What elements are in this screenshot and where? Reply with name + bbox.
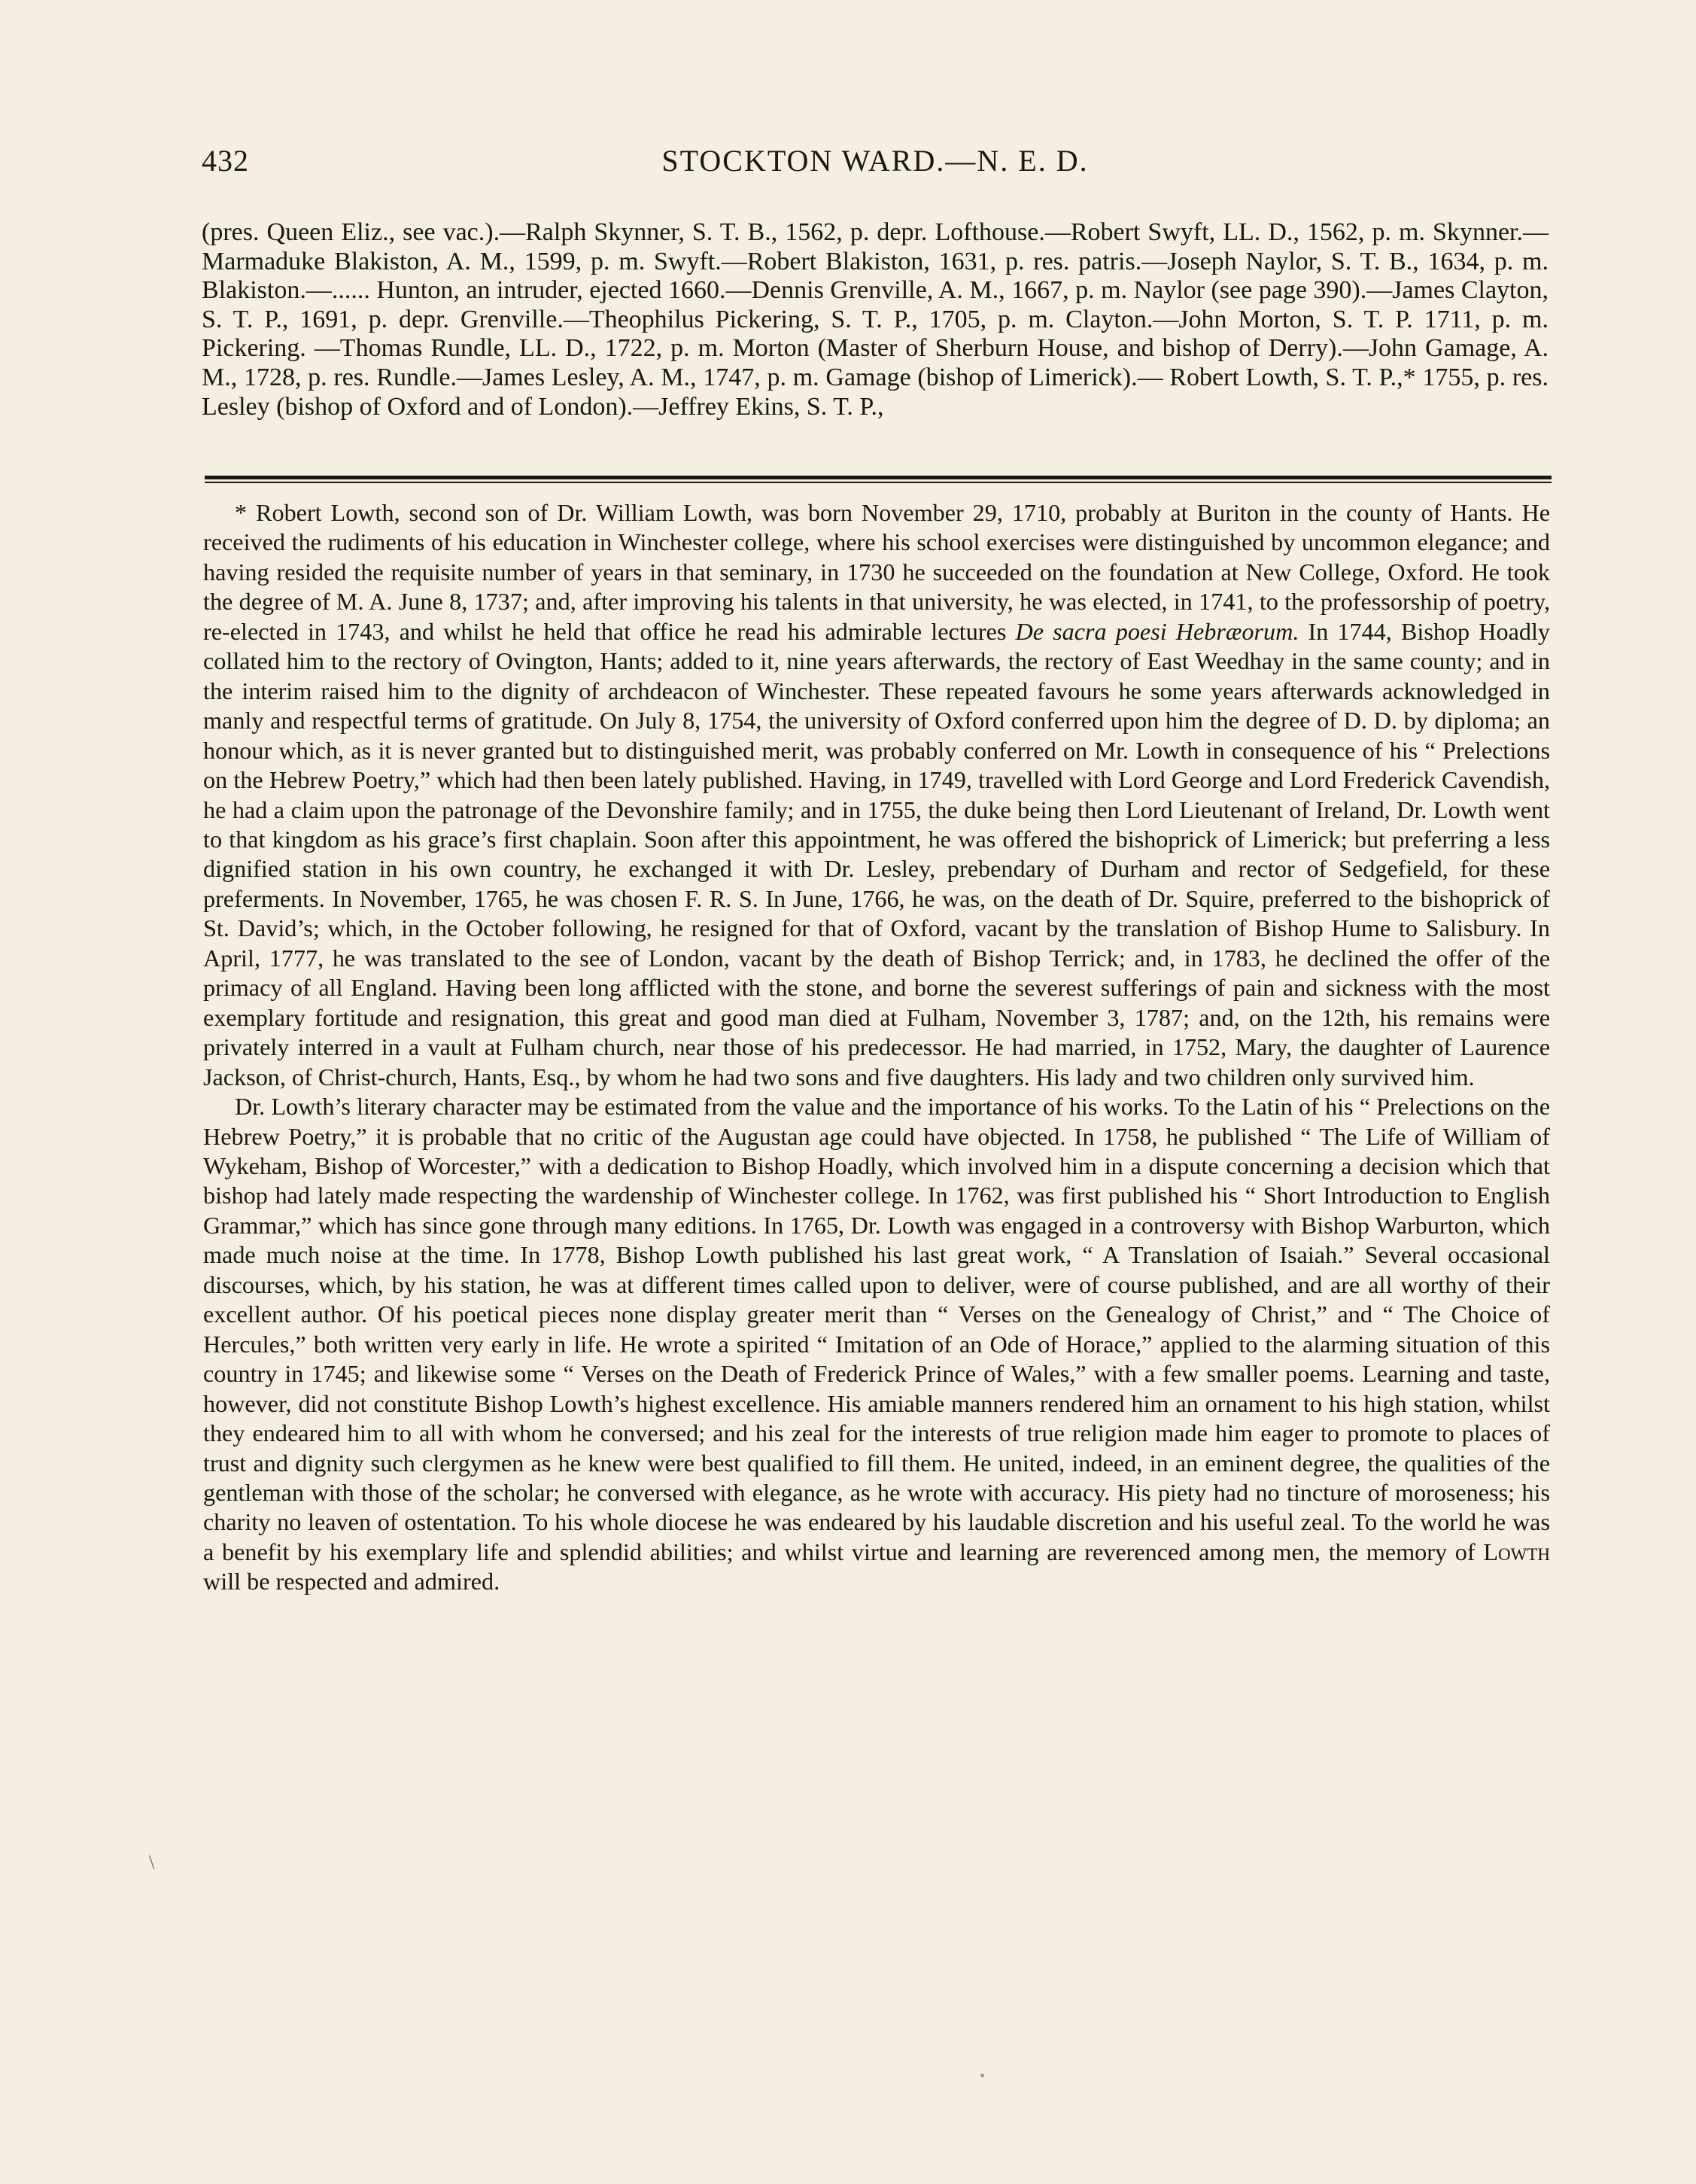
footnote-separator-rule [205, 476, 1552, 483]
footnote-block [203, 498, 1550, 1597]
footnote-p2-smallcaps-name: Lowth [1483, 1538, 1550, 1565]
footnote-p2-text-b: will be respected and admired. [203, 1568, 500, 1595]
footnote-p2-text-a: Dr. Lowth’s literary character may be estimated from the value and the importance of his works. To the Latin of his “ Prelections on the Hebrew Poetry,” it is probable that no critic of the Augustan age could have objected. In 1758, he published “ The Life of William of Wykeham, Bishop of Worcester,” with a dedication to Bishop Hoadly, which involved him in a dispute concerning a decision which that bishop had lately made respecting the wardenship of Winchester college. In 1762, was first published his “ Short Introduction to English Grammar,” which has since gone through many editions. In 1765, Dr. Lowth was engaged in a controversy with Bishop Warburton, which made much noise at the time. In 1778, Bishop Lowth published his last great work, “ A Translation of Isaiah.” Several occasional discourses, which, by his station, he was at different times called upon to deliver, were of course published, and are all worthy of their excellent author. Of his poetical pieces none display greater merit than “ Verses on the Genealogy of Christ,” and “ The Choice of Hercules,” both written very early in life. He wrote a spirited “ Imitation of an Ode of Horace,” applied to the alarming situation of this country in 1745; and likewise some “ Verses on the Death of Frederick Prince of Wales,” with a few smaller poems. Learning and taste, however, did not constitute Bishop Lowth’s highest excellence. His amiable manners rendered him an ornament to his high station, whilst they endeared him to all with whom he conversed; and his zeal for the interests of true religion made him eager to promote to places of trust and dignity such clergymen as he knew were best qualified to fill them. He united, indeed, in an eminent degree, the qualities of the gentleman with those of the scholar; he conversed with elegance, as he wrote with accuracy. His piety had no tincture of moroseness; his charity no leaven of ostentation. To his whole diocese he was endeared by his laudable discretion and his useful zeal. To the world he was a benefit by his exemplary life and splendid abilities; and whilst virtue and learning are reverenced among men, the memory of [203, 1093, 1550, 1565]
margin-mark: \ [149, 1851, 155, 1873]
running-head: STOCKTON WARD.—N. E. D. [661, 144, 1089, 178]
footnote-p1-text-b: In 1744, Bishop Hoadly collated him to the rectory of Ovington, Hants; added to it, nine years afterwards, the rectory of East Weedhay in the same county; and in the interim raised him to the dignity of archdeacon of Winchester. These repeated favours he some years afterwards acknowledged in manly and respectful terms of gratitude. On July 8, 1754, the university of Oxford conferred upon him the degree of D. D. by diploma; an honour which, as it is never granted but to distinguished merit, was probably conferred on Mr. Lowth in consequence of his “ Prelections on the Hebrew Poetry,” which had then been lately published. Having, in 1749, travelled with Lord George and Lord Frederick Cavendish, he had a claim upon the patronage of the Devonshire family; and in 1755, the duke being then Lord Lieutenant of Ireland, Dr. Lowth went to that kingdom as his grace’s first chaplain. Soon after this appointment, he was offered the bishoprick of Limerick; but preferring a less dignified station in his own country, he exchanged it with Dr. Lesley, prebendary of Durham and rector of Sedgefield, for these preferments. In November, 1765, he was chosen F. R. S. In June, 1766, he was, on the death of Dr. Squire, preferred to the bishoprick of St. David’s; which, in the October following, he resigned for that of Oxford, vacant by the translation of Bishop Hume to Salisbury. In April, 1777, he was translated to the see of London, vacant by the death of Bishop Terrick; and, in 1783, he declined the offer of the primacy of all England. Having been long afflicted with the stone, and borne the severest sufferings of pain and sickness with the most exemplary fortitude and resignation, this great and good man died at Fulham, November 3, 1787; and, on the 12th, his remains were privately interred in a vault at Fulham church, near those of his predecessor. He had married, in 1752, Mary, the daughter of Laurence Jackson, of Christ-church, Hants, Esq., by whom he had two sons and five daughters. His lady and two children only survived him. [203, 617, 1550, 1090]
main-paragraph: (pres. Queen Eliz., see vac.).—Ralph Skynner, S. T. B., 1562, p. depr. Lofthouse.—Robert Swyft, LL. D., 1562, p. m. Skynner.—Marmaduke Blakiston, A. M., 1599, p. m. Swyft.—Robert Blakiston, 1631, p. res. patris.—Joseph Naylor, S. T. B., 1634, p. m. Blakiston.—...... Hunton, an intruder, ejected 1660.—Dennis Grenville, A. M., 1667, p. m. Naylor (see page 390).—James Clayton, S. T. P., 1691, p. depr. Grenville.—Theophilus Pickering, S. T. P., 1705, p. m. Clayton.—John Morton, S. T. P. 1711, p. m. Pickering. —Thomas Rundle, LL. D., 1722, p. m. Morton (Master of Sherburn House, and bishop of Derry).—John Gamage, A. M., 1728, p. res. Rundle.—James Lesley, A. M., 1747, p. m. Gamage (bishop of Limerick).— Robert Lowth, S. T. P.,* 1755, p. res. Lesley (bishop of Oxford and of London).—Jeffrey Ekins, S. T. P., [202, 218, 1549, 421]
footnote-p1-italic-title: De sacra poesi Hebræorum. [1015, 617, 1299, 645]
page-header [202, 143, 1549, 188]
main-text-block [202, 218, 1549, 421]
bottom-ink-dot: • [980, 2068, 986, 2085]
footnote-p1-text-a: * Robert Lowth, second son of Dr. William Lowth, was born November 29, 1710, probably at Buriton in the county of Hants. He received the rudiments of his education in Winchester college, where his school exercises were distinguished by uncommon elegance; and having resided the requisite number of years in that seminary, in 1730 he succeeded on the foundation at New College, Oxford. He took the degree of M. A. June 8, 1737; and, after improving his talents in that university, he was elected, in 1741, to the professorship of poetry, re-elected in 1743, and whilst he held that office he read his admirable lectures [203, 499, 1550, 645]
page-number: 432 [202, 144, 249, 178]
footnote-paragraph-1 [203, 498, 1550, 1092]
footnote-paragraph-2 [203, 1092, 1550, 1597]
